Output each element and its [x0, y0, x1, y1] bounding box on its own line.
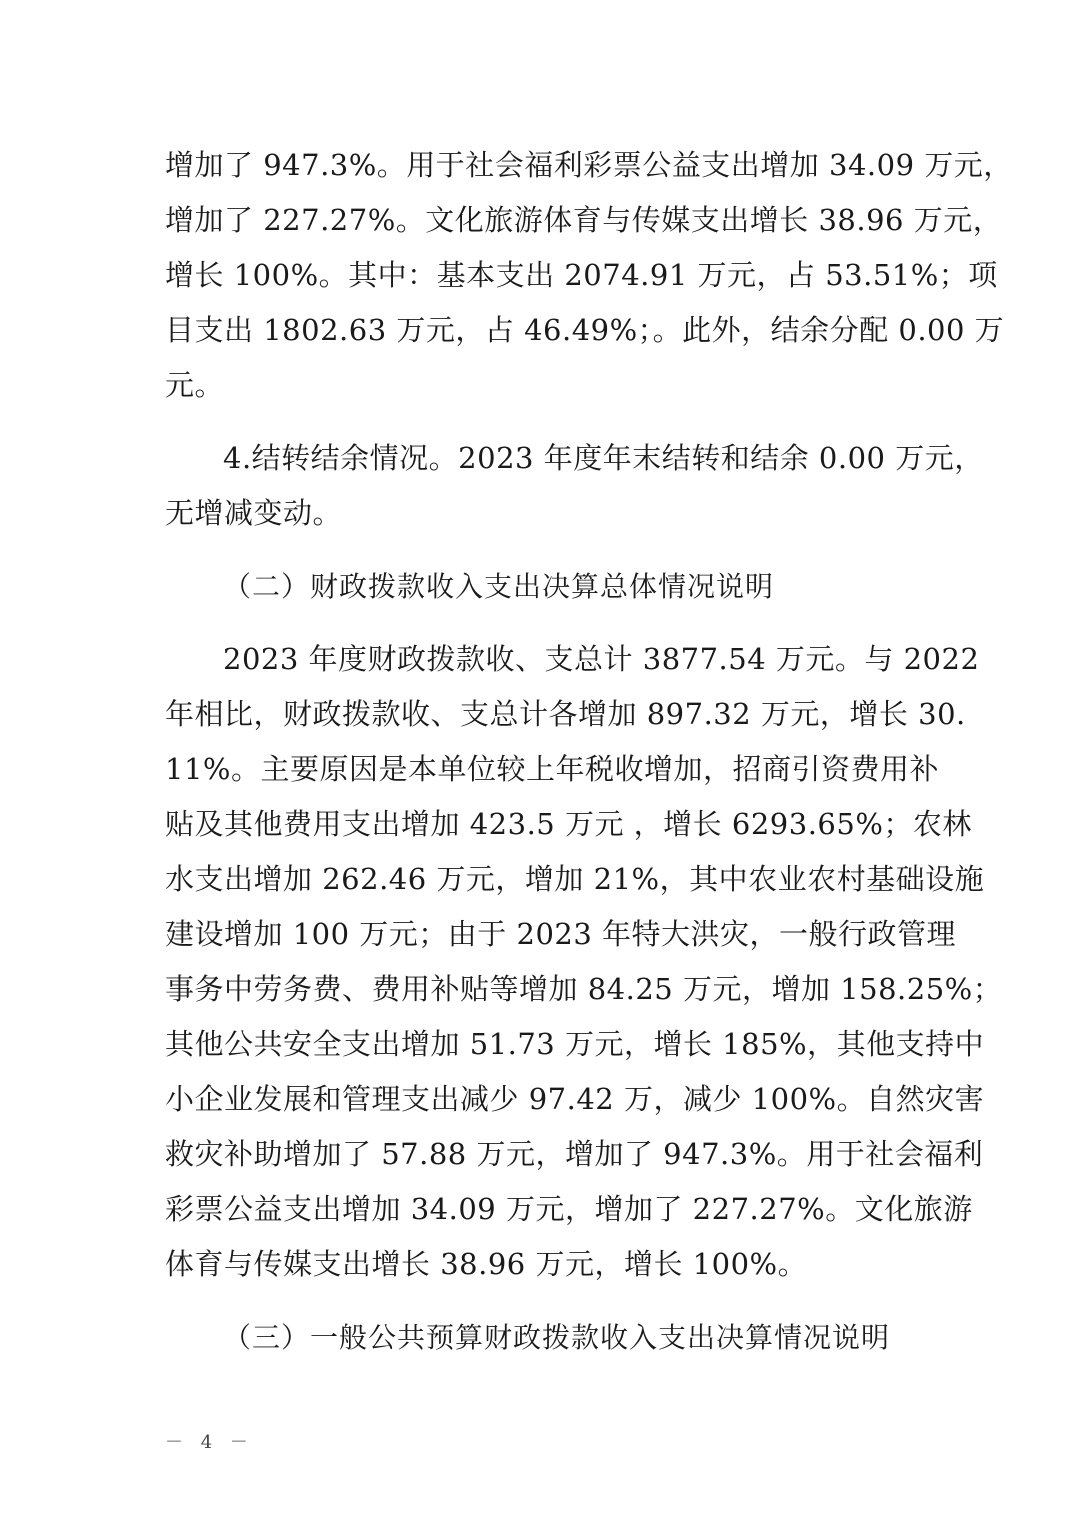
text-line: 增加了 947.3%。用于社会福利彩票公益支出增加 34.09 万元， — [165, 148, 1013, 182]
text-line: 救灾补助增加了 57.88 万元，增加了 947.3%。用于社会福利 — [165, 1137, 984, 1171]
text-line: 无增减变动。 — [165, 496, 343, 530]
text-line: 增加了 227.27%。文化旅游体育与传媒支出增长 38.96 万元， — [165, 203, 1003, 237]
text-line: 贴及其他费用支出增加 423.5 万元 ，增长 6293.65%；农林 — [165, 807, 972, 841]
page-number: － 4 － — [165, 1432, 254, 1453]
section-heading-2: （二）财政拨款收入支出决算总体情况说明 — [223, 570, 775, 603]
text-line: 建设增加 100 万元；由于 2023 年特大洪灾，一般行政管理 — [165, 917, 957, 951]
text-line: 4.结转结余情况。2023 年度年末结转和结余 0.00 万元， — [223, 441, 984, 475]
page-content — [165, 138, 1013, 1365]
paragraph-carryover — [165, 431, 984, 541]
paragraph-fiscal-summary — [165, 632, 1003, 1292]
text-line: 水支出增加 262.46 万元，增加 21%，其中农业农村基础设施 — [165, 862, 985, 896]
paragraph-gap — [165, 541, 915, 559]
text-line: 事务中劳务费、费用补贴等增加 84.25 万元，增加 158.25%； — [165, 972, 1003, 1006]
paragraph-gap — [165, 413, 915, 431]
text-line: 彩票公益支出增加 34.09 万元，增加了 227.27%。文化旅游 — [165, 1192, 973, 1226]
text-line: 其他公共安全支出增加 51.73 万元，增长 185%，其他支持中 — [165, 1027, 985, 1061]
text-line: 2023 年度财政拨款收、支总计 3877.54 万元。与 2022 — [223, 642, 980, 676]
section-heading-3: （三）一般公共预算财政拨款收入支出决算情况说明 — [223, 1321, 891, 1354]
paragraph-expenditure-continued — [165, 138, 1013, 413]
text-line: 元。 — [165, 368, 225, 402]
text-line: 小企业发展和管理支出减少 97.42 万，减少 100%。自然灾害 — [165, 1082, 985, 1116]
text-line: 11%。主要原因是本单位较上年税收增加，招商引资费用补 — [165, 752, 939, 786]
text-line: 年相比，财政拨款收、支总计各增加 897.32 万元，增长 30. — [165, 697, 966, 731]
paragraph-gap — [165, 614, 915, 632]
text-line: 目支出 1802.63 万元，占 46.49%；。此外，结余分配 0.00 万 — [165, 313, 1005, 347]
text-line: 增长 100%。其中：基本支出 2074.91 万元，占 53.51%；项 — [165, 258, 998, 292]
paragraph-gap — [165, 1292, 915, 1310]
text-line: 体育与传媒支出增长 38.96 万元，增长 100%。 — [165, 1247, 808, 1281]
